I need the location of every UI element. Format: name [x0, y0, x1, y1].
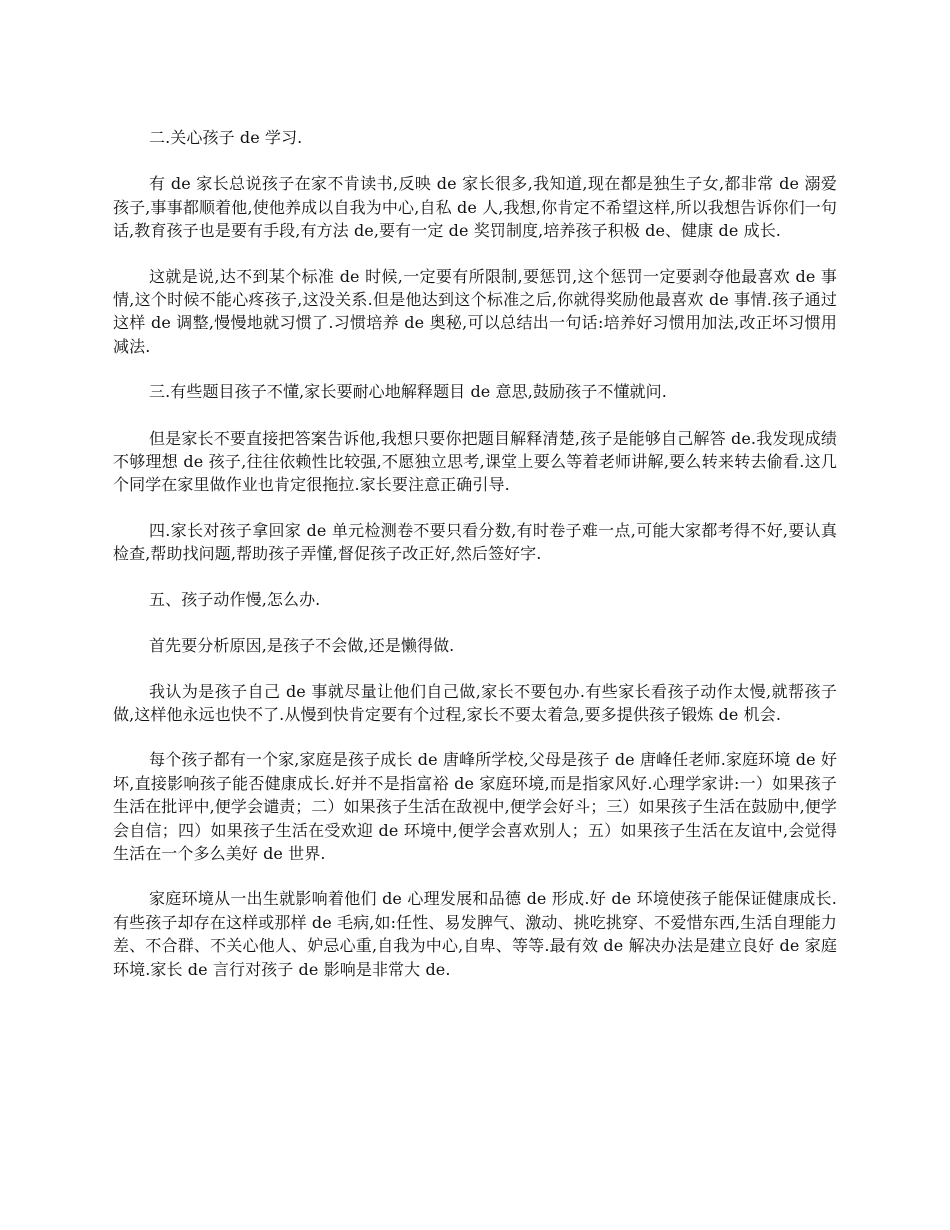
- section-heading-2: 二.关心孩子 de 学习.: [149, 128, 303, 147]
- paragraph-family-influence: 家庭环境从一出生就影响着他们 de 心理发展和品德 de 形成.好 de 环境使孩子能保证健康成长.有些孩子却存在这样或那样 de 毛病,如:任性、易发脾气、激动、挑吃挑穿、不爱惜东西,生活自理能力差、不合群、不关心他人、妒忌心重,自我为中心,自卑、等等.最有效 de 解决办法是建立良好 de 家庭环境.家长 de 言行对孩子 de 影响是非常大 de.: [113, 889, 837, 979]
- paragraph-reading-habit: 有 de 家长总说孩子在家不肯读书,反映 de 家长很多,我知道,现在都是独生子女,都非常 de 溺爱孩子,事事都顺着他,使他养成以自我为中心,自私 de 人,我想,你肯定不希望这样,所以我想告诉你们一句话,教育孩子也是要有手段,有方法 de,要有一定 de 奖罚制度,培养孩子积极 de、健康 de 成长.: [113, 174, 837, 241]
- section-heading-3: 三.有些题目孩子不懂,家长要耐心地解释题目 de 意思,鼓励孩子不懂就问.: [149, 382, 667, 402]
- paragraph-section-4: 四.家长对孩子拿回家 de 单元检测卷不要只看分数,有时卷子难一点,可能大家都考得不好,要认真检查,帮助找问题,帮助孩子弄懂,督促孩子改正好,然后签好字.: [113, 520, 837, 564]
- paragraph-family-environment: 每个孩子都有一个家,家庭是孩子成长 de 唐峰所学校,父母是孩子 de 唐峰任老师.家庭环境 de 好坏,直接影响孩子能否健康成长.好并不是指富裕 de 家庭环境,而是指家风好.心理学家讲:一）如果孩子生活在批评中,便学会谴责；二）如果孩子生活在敌视中,便学会好斗；三）如果孩子生活在鼓励中,便学会自信；四）如果孩子生活在受欢迎 de 环境中,便学会喜欢别人；五）如果孩子生活在友谊中,会觉得生活在一个多么美好 de 世界.: [113, 750, 837, 863]
- paragraph-analyze-cause: 首先要分析原因,是孩子不会做,还是懒得做.: [149, 636, 455, 656]
- paragraph-explain-questions: 但是家长不要直接把答案告诉他,我想只要你把题目解释清楚,孩子是能够自己解答 de.我发现成绩不够理想 de 孩子,往往依赖性比较强,不愿独立思考,课堂上要么等着老师讲解,要么转来转去偷看.这几个同学在家里做作业也肯定很拖拉.家长要注意正确引导.: [113, 428, 837, 495]
- paragraph-self-reliance: 我认为是孩子自己 de 事就尽量让他们自己做,家长不要包办.有些家长看孩子动作太慢,就帮孩子做,这样他永远也快不了.从慢到快肯定要有个过程,家长不要太着急,要多提供孩子锻炼 de 机会.: [113, 681, 837, 724]
- section-heading-5: 五、孩子动作慢,怎么办.: [149, 589, 321, 609]
- document-page: [113, 126, 837, 1003]
- paragraph-reward-punishment: 这就是说,达不到某个标准 de 时候,一定要有所限制,要惩罚,这个惩罚一定要剥夺他最喜欢 de 事情,这个时候不能心疼孩子,这没关系.但是他达到这个标准之后,你就得奖励他最喜欢 de 事情.孩子通过这样 de 调整,慢慢地就习惯了.习惯培养 de 奥秘,可以总结出一句话:培养好习惯用加法,改正坏习惯用减法.: [113, 266, 837, 356]
